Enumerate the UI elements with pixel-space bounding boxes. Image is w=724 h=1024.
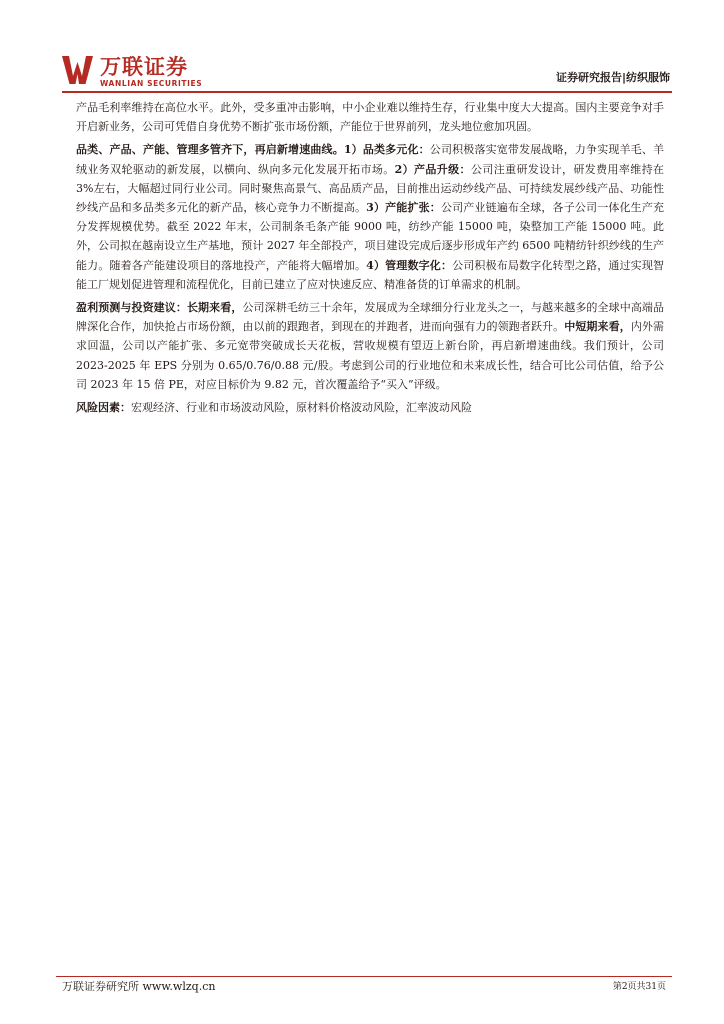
paragraph-text: 公司深耕毛纺三十余年，发展成为全球细分行业龙头之一，与越来越多的全球中高端品牌深化合作，加快抢占市场份额，由以前的跟跑者，到现在的并跑者，进而向强有力的领跑者跃升。 xyxy=(76,301,665,334)
paragraph-text: 公司产业链遍布全球，各子公司一体化生产充分发挥规模优势。截至 2022 年末，公司制条毛条产能 9000 吨，纺纱产能 15000 吨，染整加工产能 15000 吨。此外，公司拟在越南设立生产基地，预计 2027 年全部投产，项目建设完成后逐步形成年产约 6500 吨精纺针织纱线的生产能力。随着各产能建设项目的落地投产，产能将大幅增加。 xyxy=(76,201,665,272)
page-number: 第2页共31页 xyxy=(612,982,666,992)
paragraph-text: 公司积极布局数字化转型之路，通过实现智能工厂规划促进管理和流程优化，目前已建立了应对快速反应、精准备货的订单需求的机制。 xyxy=(76,258,664,291)
bold-heading-text: 2）产品升级： xyxy=(394,162,471,176)
paragraph-text: 产品毛利率维持在高位水平。此外，受多重冲击影响，中小企业难以维持生存，行业集中度大大提高。国内主要竞争对手开启新业务，公司可凭借自身优势不断扩张市场份额，产能位于世界前列，龙头地位愈加巩固。 xyxy=(76,101,664,134)
body-paragraph xyxy=(76,98,664,136)
paragraph-text: 内外需求回温，公司以产能扩张、多元宽带突破成长天花板，营收规模有望迈上新台阶，再启新增速曲线。我们预计，公司 2023-2025 年 EPS 分别为 0.65/0.76/0.88 元/股。考虑到公司的行业地位和未来成长性，结合可比公司估值，给予公司 2023 年 15 倍 PE，对应目标价为 9.82 元，首次覆盖给予“买入”评级。 xyxy=(76,320,665,391)
paragraph-text: 公司注重研发设计，研发费用率维持在 3%左右，大幅超过同行业公司。同时聚焦高景气、高品质产品，目前推出运动纱线产品、可持续发展纱线产品、功能性纱线产品和多品类多元化的新产品，核心竞争力不断提高。 xyxy=(76,162,665,215)
bold-heading-text: 风险因素： xyxy=(76,401,131,415)
header-divider xyxy=(62,91,672,93)
bold-heading-text: 4）管理数字化： xyxy=(366,258,453,272)
bold-heading-text: 3）产能扩张： xyxy=(366,201,441,215)
report-body xyxy=(76,98,664,421)
logo-text-en: WANLIAN SECURITIES xyxy=(100,79,203,88)
footer-source: 万联证券研究所 www.wlzq.cn xyxy=(62,980,216,993)
paragraph-text: 公司积极落实宽带发展战略，力争实现羊毛、羊绒业务双轮驱动的新发展，以横向、纵向多元化发展开拓市场。 xyxy=(76,143,665,176)
body-paragraph xyxy=(76,398,664,417)
bold-heading-text: 盈利预测与投资建议：长期来看， xyxy=(76,301,243,315)
report-type-label: 证券研究报告|纺织服饰 xyxy=(555,71,670,84)
logo-text-cn: 万联证券 xyxy=(100,55,188,79)
page-header xyxy=(62,54,672,96)
footer-divider xyxy=(56,976,672,977)
body-paragraph xyxy=(76,298,664,394)
body-paragraph xyxy=(76,140,664,294)
bold-heading-text: 中短期来看， xyxy=(564,320,631,334)
wanlian-logo-icon xyxy=(62,54,96,86)
paragraph-text: 宏观经济、行业和市场波动风险，原材料价格波动风险，汇率波动风险 xyxy=(131,401,472,415)
bold-heading-text: 品类、产品、产能、管理多管齐下，再启新增速曲线。1）品类多元化： xyxy=(76,143,430,157)
